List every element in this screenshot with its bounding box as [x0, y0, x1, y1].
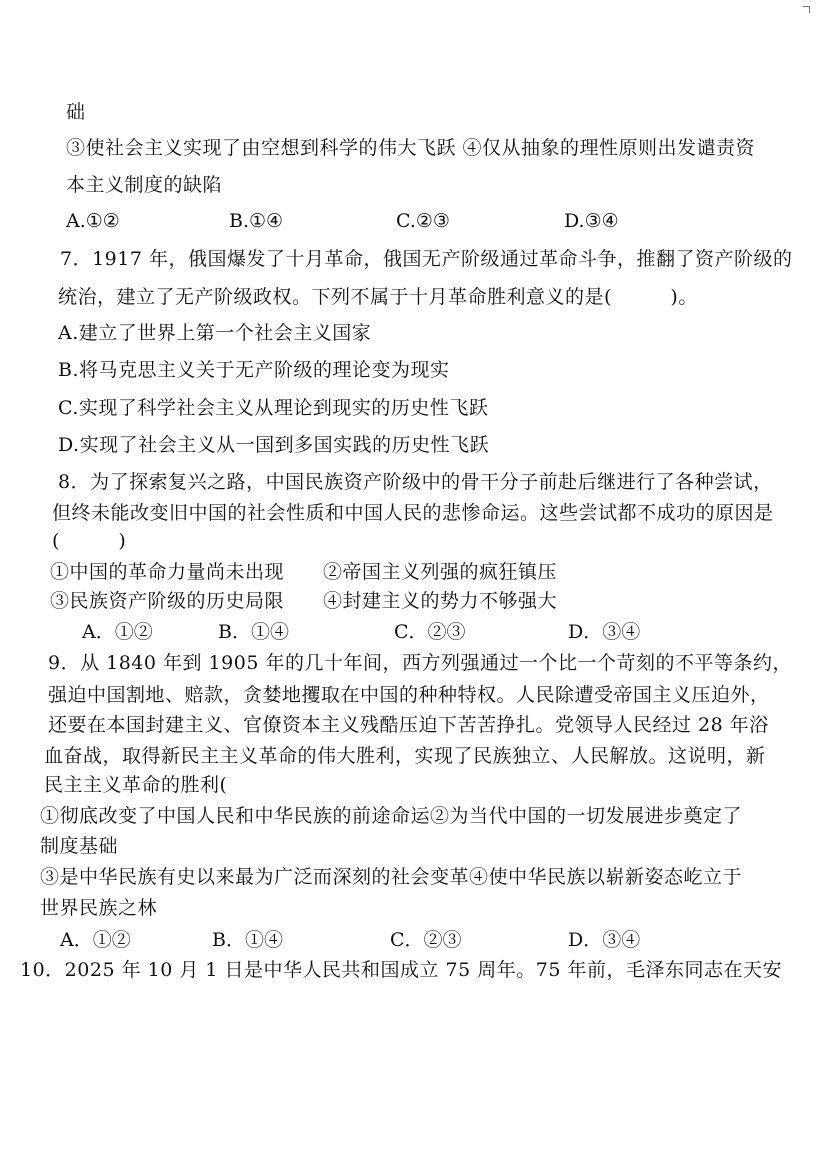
q6-line-3: 本主义制度的缺陷 — [66, 174, 223, 196]
q8-option-d: D．③④ — [568, 621, 641, 643]
q8-option-b: B．①④ — [218, 621, 289, 643]
q7-option-c: C.实现了科学社会主义从理论到现实的历史性飞跃 — [58, 397, 489, 419]
q7-option-a: A.建立了世界上第一个社会主义国家 — [58, 322, 372, 344]
q6-options — [66, 209, 766, 233]
q6-option-b: B.①④ — [229, 210, 284, 232]
q9-line-5: 民主主义革命的胜利( — [44, 774, 228, 796]
q9-option-b: B．①④ — [212, 929, 283, 951]
q9-choice-line-3: ③是中华民族有史以来最为广泛而深刻的社会变革④使中华民族以崭新姿态屹立于 — [40, 866, 743, 888]
q8-line-2: 但终未能改变旧中国的社会性质和中国人民的悲惨命运。这些尝试都不成功的原因是 — [52, 502, 774, 524]
q7-line-1: 7．1917 年，俄国爆发了十月革命，俄国无产阶级通过革命斗争，推翻了资产阶级的 — [60, 248, 793, 270]
q9-line-4: 血奋战，取得新民主主义革命的伟大胜利，实现了民族独立、人民解放。这说明，新 — [44, 745, 766, 767]
q9-option-a: A．①② — [60, 929, 131, 951]
q9-choice-line-2: 制度基础 — [40, 835, 119, 857]
q8-option-c: C．②③ — [394, 621, 466, 643]
q9-choice-line-1: ①彻底改变了中国人民和中华民族的前途命运②为当代中国的一切发展进步奠定了 — [40, 805, 743, 827]
q6-option-d: D.③④ — [564, 210, 619, 232]
q8-option-a: A．①② — [82, 621, 153, 643]
q9-option-c: C．②③ — [390, 929, 462, 951]
q6-line-1: 础 — [66, 101, 86, 123]
q6-option-c: C.②③ — [396, 210, 450, 232]
q9-choice-line-4: 世界民族之林 — [40, 897, 158, 919]
q9-options — [60, 928, 660, 952]
q9-line-1: 9．从 1840 年到 1905 年的几十年间，西方列强通过一个比一个苛刻的不平等条约， — [48, 652, 792, 674]
q8-choice-line-2: ③民族资产阶级的历史局限 ④封建主义的势力不够强大 — [50, 590, 558, 612]
q8-choice-line-1: ①中国的革命力量尚未出现 ②帝国主义列强的疯狂镇压 — [50, 561, 558, 583]
q10-line-1: 10．2025 年 10 月 1 日是中华人民共和国成立 75 周年。75 年前，毛泽东同志在天安 — [20, 959, 782, 981]
q7-option-d: D.实现了社会主义从一国到多国实践的历史性飞跃 — [58, 434, 490, 456]
q9-option-d: D．③④ — [568, 929, 641, 951]
q8-line-1: 8．为了探索复兴之路，中国民族资产阶级中的骨干分子前赴后继进行了各种尝试， — [58, 471, 773, 493]
q9-line-2: 强迫中国割地、赔款，贪婪地攫取在中国的种种特权。人民除遭受帝国主义压迫外， — [48, 684, 770, 706]
q6-option-a: A.①② — [66, 210, 120, 232]
q8-answer-blank: ( ) — [52, 530, 127, 552]
q8-options — [82, 620, 702, 644]
q7-line-2: 统治，建立了无产阶级政权。下列不属于十月革命胜利意义的是( )。 — [58, 286, 698, 308]
scan-corner-mark — [803, 6, 810, 13]
q6-line-2: ③使社会主义实现了由空想到科学的伟大飞跃 ④仅从抽象的理性原则出发谴责资 — [66, 137, 756, 159]
q7-option-b: B.将马克思主义关于无产阶级的理论变为现实 — [58, 359, 450, 381]
q9-line-3: 还要在本国封建主义、官僚资本主义残酷压迫下苦苦挣扎。党领导人民经过 28 年浴 — [48, 714, 769, 736]
